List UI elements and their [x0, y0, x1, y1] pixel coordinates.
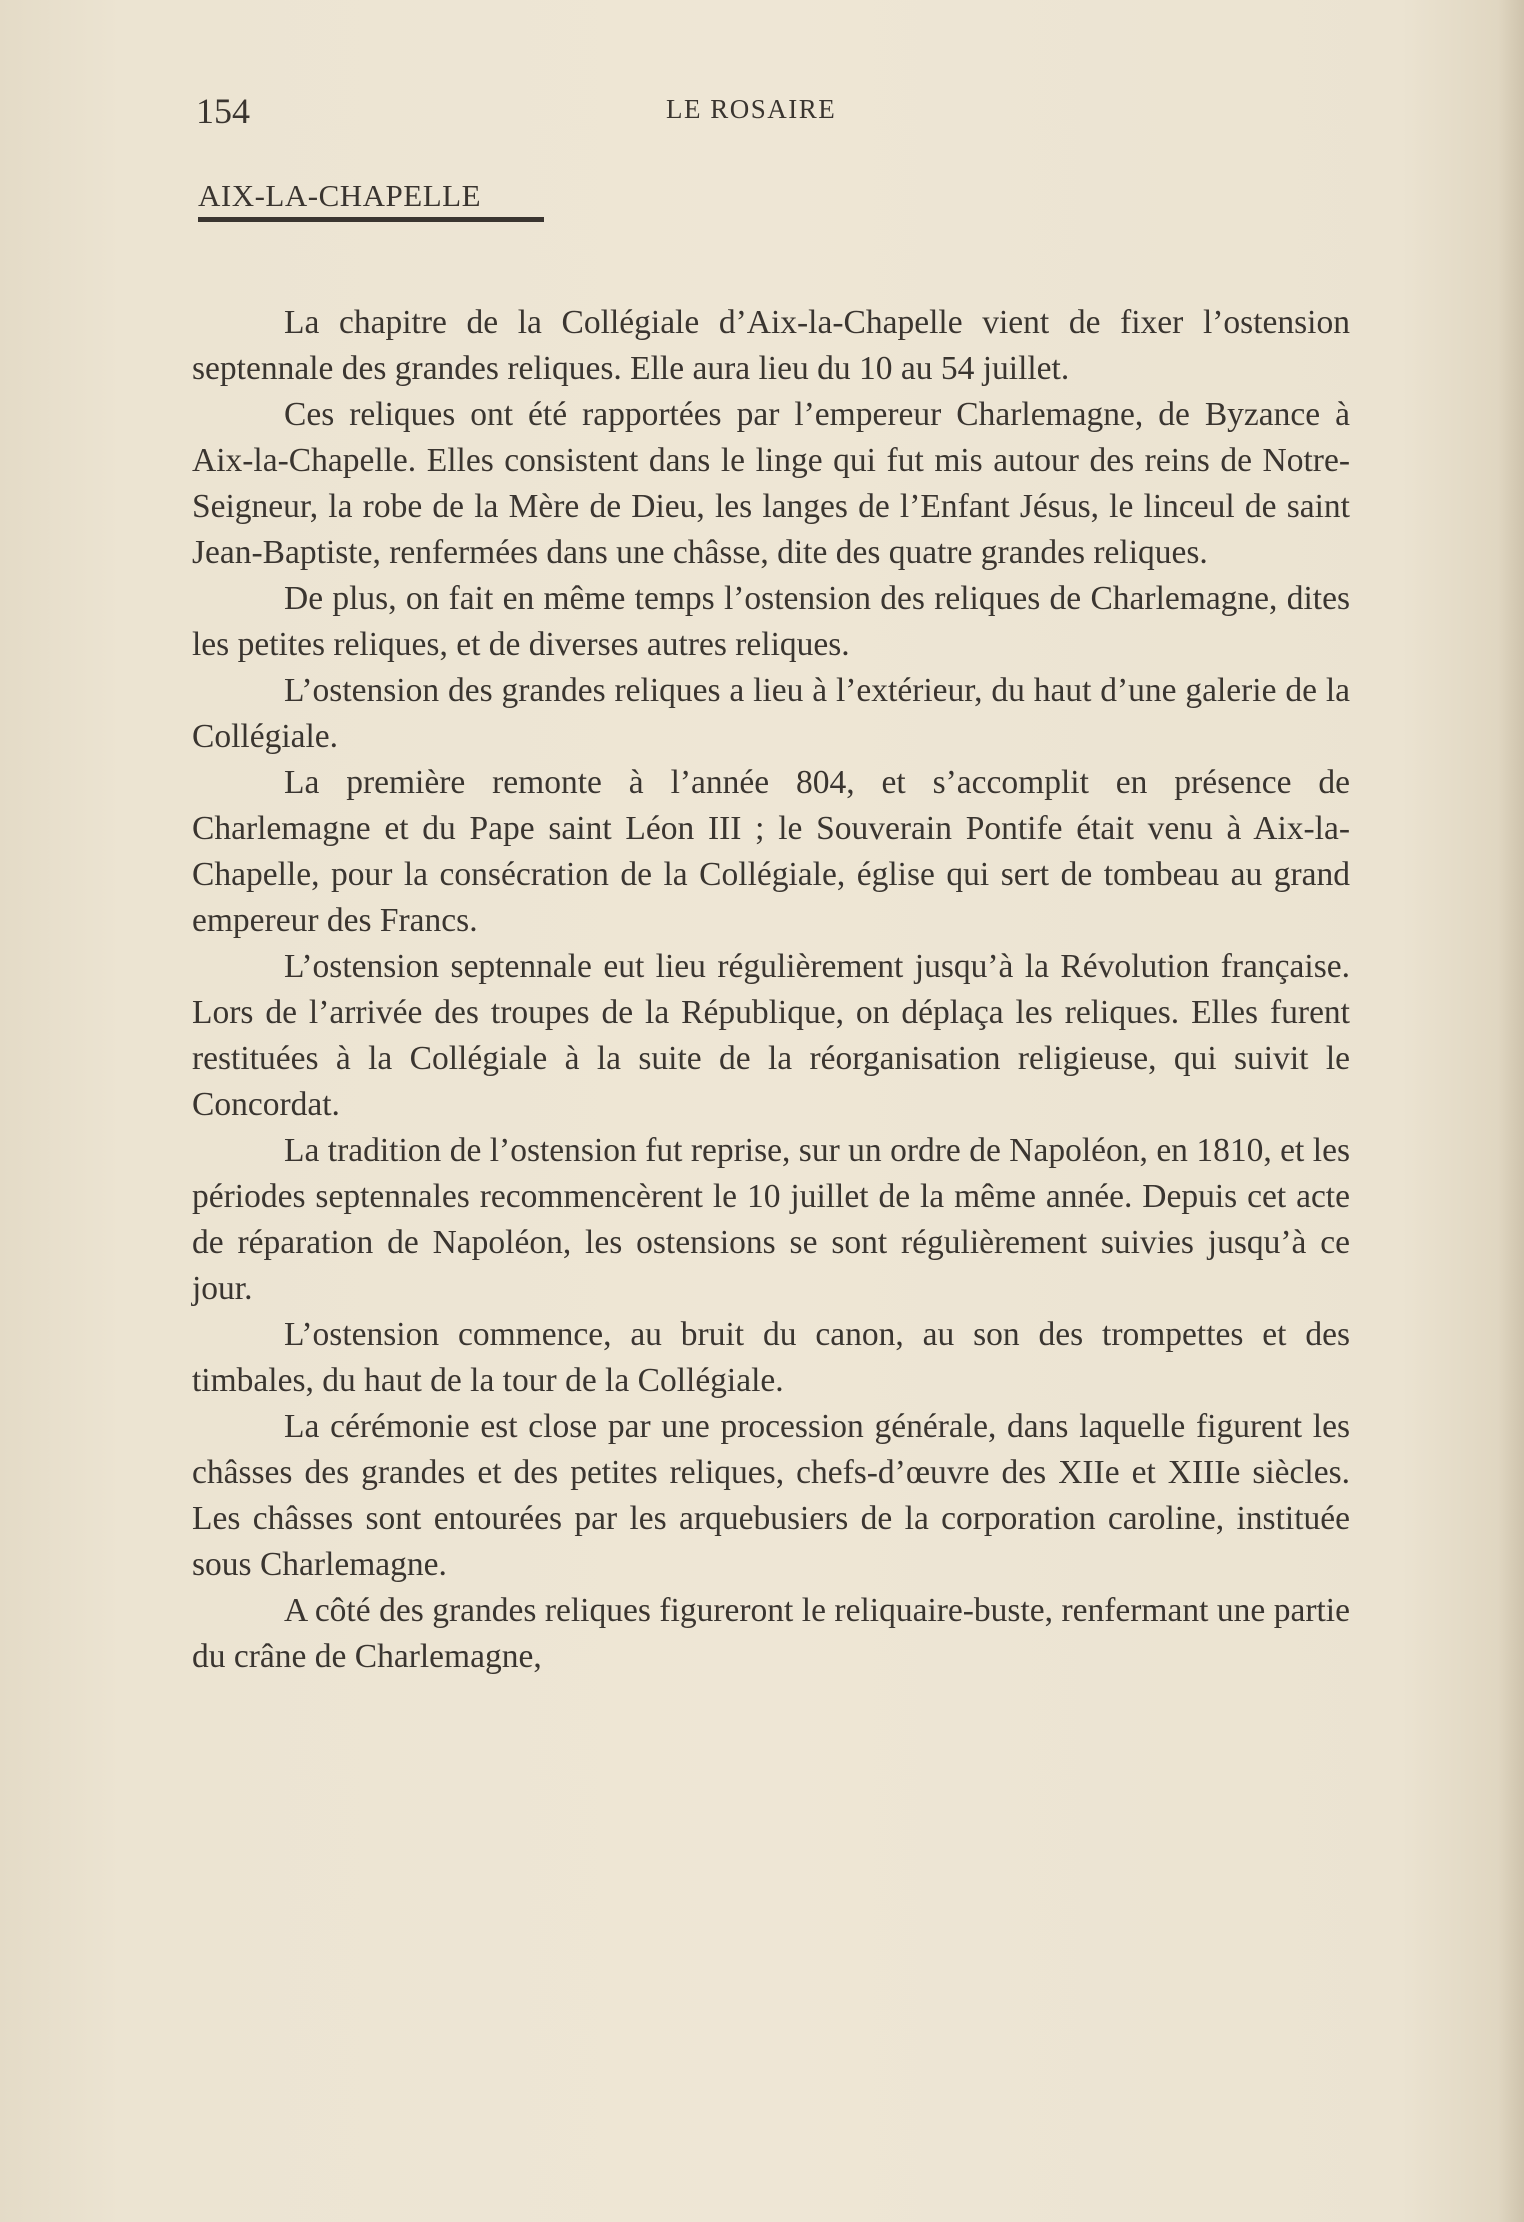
paragraph-6: L’ostension septennale eut lieu régulièrement jusqu’à la Révolution française. Lors de l’arrivée des troupes de la République, on déplaça les reliques. Elles furent restituées à la Collégiale à la suite de la réorganisation religieuse, qui suivit le Concordat.: [192, 948, 1350, 1123]
paragraph-5: La première remonte à l’année 804, et s’accomplit en présence de Charlemagne et du Pape saint Léon III ; le Souverain Pontife était venu à Aix-la-Chapelle, pour la consécration de la Collégiale, église qui sert de tombeau au grand empereur des Francs.: [192, 764, 1350, 939]
paragraph-2: Ces reliques ont été rapportées par l’empereur Charlemagne, de Byzance à Aix-la-Chapelle. Elles consistent dans le linge qui fut mis autour des reins de Notre-Seigneur, la robe de la Mère de Dieu, les langes de l’Enfant Jésus, le linceul de saint Jean-Baptiste, renfermées dans une châsse, dite des quatre grandes reliques.: [192, 396, 1350, 571]
page-header: [196, 90, 1346, 134]
paragraph-1: La chapitre de la Collégiale d’Aix-la-Chapelle vient de fixer l’ostension septennale des grandes reliques. Elle aura lieu du 10 au 54 juillet.: [192, 304, 1350, 387]
paragraph-10: A côté des grandes reliques figureront le reliquaire-buste, renfermant une partie du crâne de Charlemagne,: [192, 1592, 1350, 1675]
page-number: 154: [196, 91, 250, 131]
running-title: LE ROSAIRE: [666, 94, 837, 124]
page-edge-shadow: [1498, 0, 1524, 2222]
paragraph-8: L’ostension commence, au bruit du canon, au son des trompettes et des timbales, du haut de la tour de la Collégiale.: [192, 1316, 1350, 1399]
article-body: [192, 300, 1350, 1680]
paragraph-4: L’ostension des grandes reliques a lieu à l’extérieur, du haut d’une galerie de la Collégiale.: [192, 672, 1350, 755]
title-underline: [198, 217, 544, 222]
paragraph-7: La tradition de l’ostension fut reprise, sur un ordre de Napoléon, en 1810, et les périodes septennales recommencèrent le 10 juillet de la même année. Depuis cet acte de réparation de Napoléon, les ostensions se sont régulièrement suivies jusqu’à ce jour.: [192, 1132, 1350, 1307]
paragraph-9: La cérémonie est close par une procession générale, dans laquelle figurent les châsses des grandes et des petites reliques, chefs-d’œuvre des XIIe et XIIIe siècles. Les châsses sont entourées par les arquebusiers de la corporation caroline, instituée sous Charlemagne.: [192, 1408, 1350, 1583]
section-title: AIX-LA-CHAPELLE: [198, 178, 482, 213]
paragraph-3: De plus, on fait en même temps l’ostension des reliques de Charlemagne, dites les petites reliques, et de diverses autres reliques.: [192, 580, 1350, 663]
